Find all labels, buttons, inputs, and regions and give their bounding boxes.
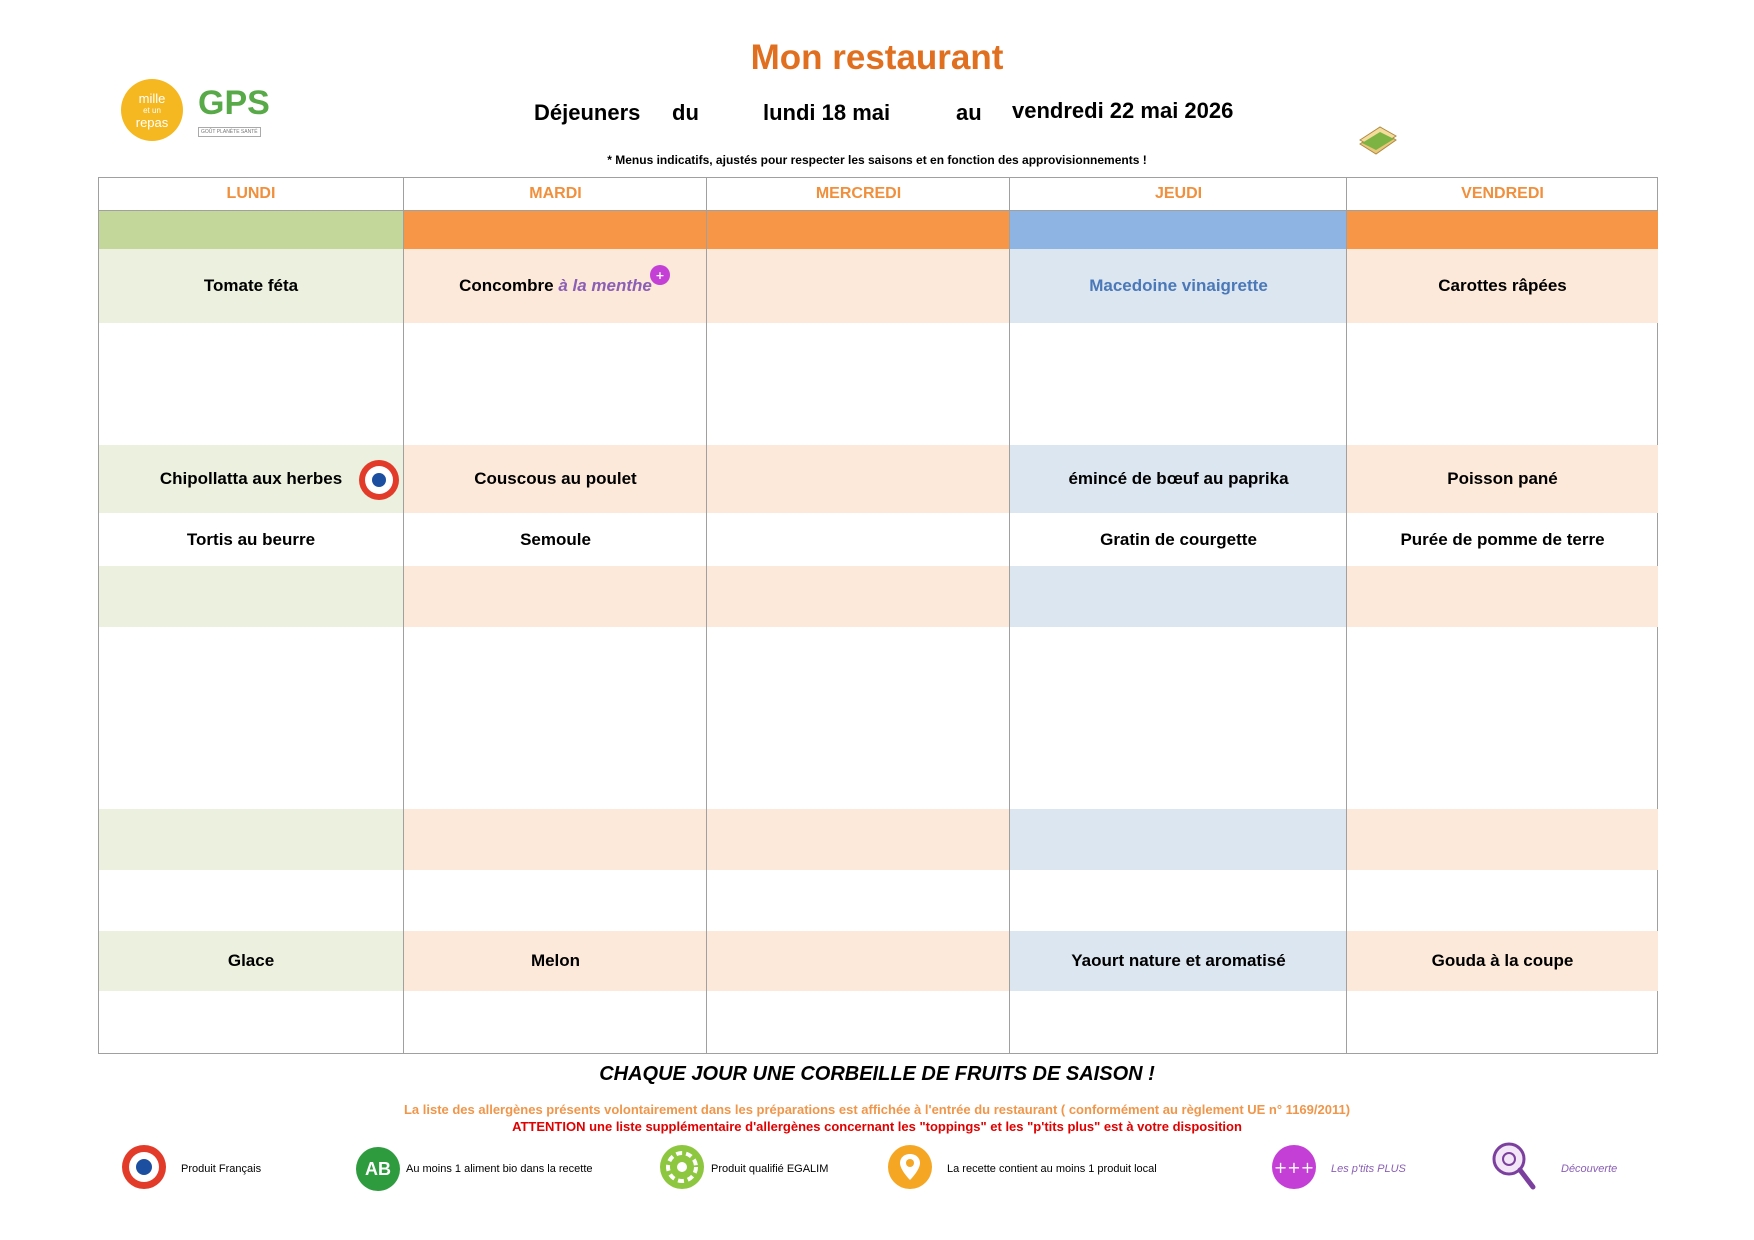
legend-label: La recette contient au moins 1 produit local — [947, 1163, 1157, 1175]
side-row — [707, 513, 1010, 566]
svg-text:+++: +++ — [1273, 1157, 1315, 1177]
ptits-plus-icon — [1271, 1144, 1317, 1195]
side-dish: Semoule — [520, 529, 591, 549]
starter: Tomate féta — [203, 276, 299, 295]
starter-row — [404, 249, 707, 323]
starter: Carottes râpées — [1438, 276, 1567, 295]
dessert-row — [707, 931, 1010, 991]
legend-label: Découverte — [1561, 1163, 1618, 1175]
day-band — [404, 211, 707, 249]
fruits-banner: CHAQUE JOUR UNE CORBEILLE DE FRUITS DE SAISON ! — [599, 1063, 1155, 1085]
side-row — [99, 513, 403, 566]
side-dish: Gratin de courgette — [1100, 529, 1257, 549]
legend-francais — [121, 1146, 261, 1192]
dessert-row — [99, 931, 403, 991]
day-name: MARDI — [404, 178, 707, 211]
day-band — [707, 211, 1010, 249]
page-title: Mon restaurant — [750, 38, 1004, 77]
dessert: Gouda à la coupe — [1431, 951, 1574, 970]
main-dish: Chipollatta aux herbes — [159, 469, 343, 488]
day-name: JEUDI — [1010, 178, 1347, 211]
main-dish: émincé de bœuf au paprika — [1068, 469, 1289, 488]
attention-note: ATTENTION une liste supplémentaire d'allergènes concernant les "toppings" et les "p'tits plus" est à votre disposition — [512, 1119, 1242, 1134]
day-name: LUNDI — [99, 178, 403, 211]
side-dish: Tortis au beurre — [186, 529, 316, 549]
legend-label: Produit Français — [181, 1163, 262, 1175]
main-row — [404, 445, 707, 513]
day-band — [1347, 211, 1658, 249]
extra-row — [707, 809, 1010, 870]
menu-grid — [98, 177, 1658, 1054]
main-dish: Couscous au poulet — [474, 469, 637, 488]
dessert: Glace — [227, 951, 275, 970]
location-pin-icon — [887, 1144, 933, 1195]
starter-row — [99, 249, 403, 323]
magnifier-icon — [1491, 1141, 1537, 1198]
ptits-plus-icon — [650, 265, 670, 290]
header-label: Déjeuners — [534, 100, 641, 125]
day-column-lundi — [99, 178, 403, 1053]
bio-ab-icon: AB — [356, 1147, 400, 1191]
main-row — [1347, 445, 1658, 513]
allergens-note: La liste des allergènes présents volontairement dans les préparations est affichée à l'entrée du restaurant ( conformément au règlement UE n° 1169/2011) — [403, 1102, 1351, 1117]
side-dish: Purée de pomme de terre — [1400, 529, 1605, 549]
day-column-mercredi — [706, 178, 1010, 1053]
legend-label: Produit qualifié EGALIM — [711, 1163, 829, 1175]
extra-row — [404, 809, 707, 870]
day-band — [99, 211, 403, 249]
legend-ptits-plus — [1271, 1146, 1406, 1192]
gps-logo: GPS GOÛT PLANÈTE SANTÉ — [198, 84, 270, 135]
extra-row — [99, 566, 403, 627]
legend-bio — [356, 1146, 593, 1192]
dessert: Melon — [530, 951, 581, 970]
day-name: VENDREDI — [1347, 178, 1658, 211]
legend-local — [887, 1146, 1157, 1192]
day-band — [1010, 211, 1347, 249]
starter-row — [1347, 249, 1658, 323]
side-row — [1347, 513, 1658, 566]
menu-note: * Menus indicatifs, ajustés pour respecter les saisons et en fonction des approvisionnements ! — [607, 153, 1147, 167]
day-column-vendredi — [1346, 178, 1658, 1053]
starter: Macedoine vinaigrette — [1089, 276, 1268, 295]
main-row — [1010, 445, 1347, 513]
extra-row — [404, 566, 707, 627]
extra-row — [1010, 566, 1347, 627]
extra-row — [1347, 566, 1658, 627]
dessert: Yaourt nature et aromatisé — [1071, 951, 1286, 970]
extra-row — [1010, 809, 1347, 870]
header-end-date: vendredi 22 mai 2026 — [1012, 98, 1234, 123]
svg-text:+: + — [655, 269, 665, 282]
extra-row — [99, 809, 403, 870]
starter: Concombre — [459, 276, 554, 295]
header-start-date: lundi 18 mai — [763, 100, 891, 125]
main-dish: Poisson pané — [1447, 469, 1558, 488]
mille-et-un-repas-logo: mille et un repas — [121, 79, 183, 141]
extra-row — [707, 566, 1010, 627]
french-flag-icon — [121, 1144, 167, 1195]
french-product-icon — [358, 459, 400, 506]
starter-row — [707, 249, 1010, 323]
legend-decouverte — [1491, 1146, 1617, 1192]
day-name: MERCREDI — [707, 178, 1010, 211]
legend-label: Les p'tits PLUS — [1331, 1163, 1406, 1175]
main-row — [707, 445, 1010, 513]
side-row — [404, 513, 707, 566]
day-column-mardi — [403, 178, 707, 1053]
dessert-row — [1347, 931, 1658, 991]
day-column-jeudi — [1009, 178, 1347, 1053]
extra-row — [1347, 809, 1658, 870]
legend-egalim — [659, 1146, 828, 1192]
starter-row — [1010, 249, 1347, 323]
header-au: au — [956, 100, 982, 125]
header-du: du — [672, 100, 699, 125]
side-row — [1010, 513, 1347, 566]
legend-label: Au moins 1 aliment bio dans la recette — [406, 1163, 593, 1175]
dessert-row — [1010, 931, 1347, 991]
dessert-row — [404, 931, 707, 991]
main-row — [99, 445, 403, 513]
starter-extra: à la menthe — [558, 276, 652, 295]
egalim-icon — [659, 1144, 705, 1195]
